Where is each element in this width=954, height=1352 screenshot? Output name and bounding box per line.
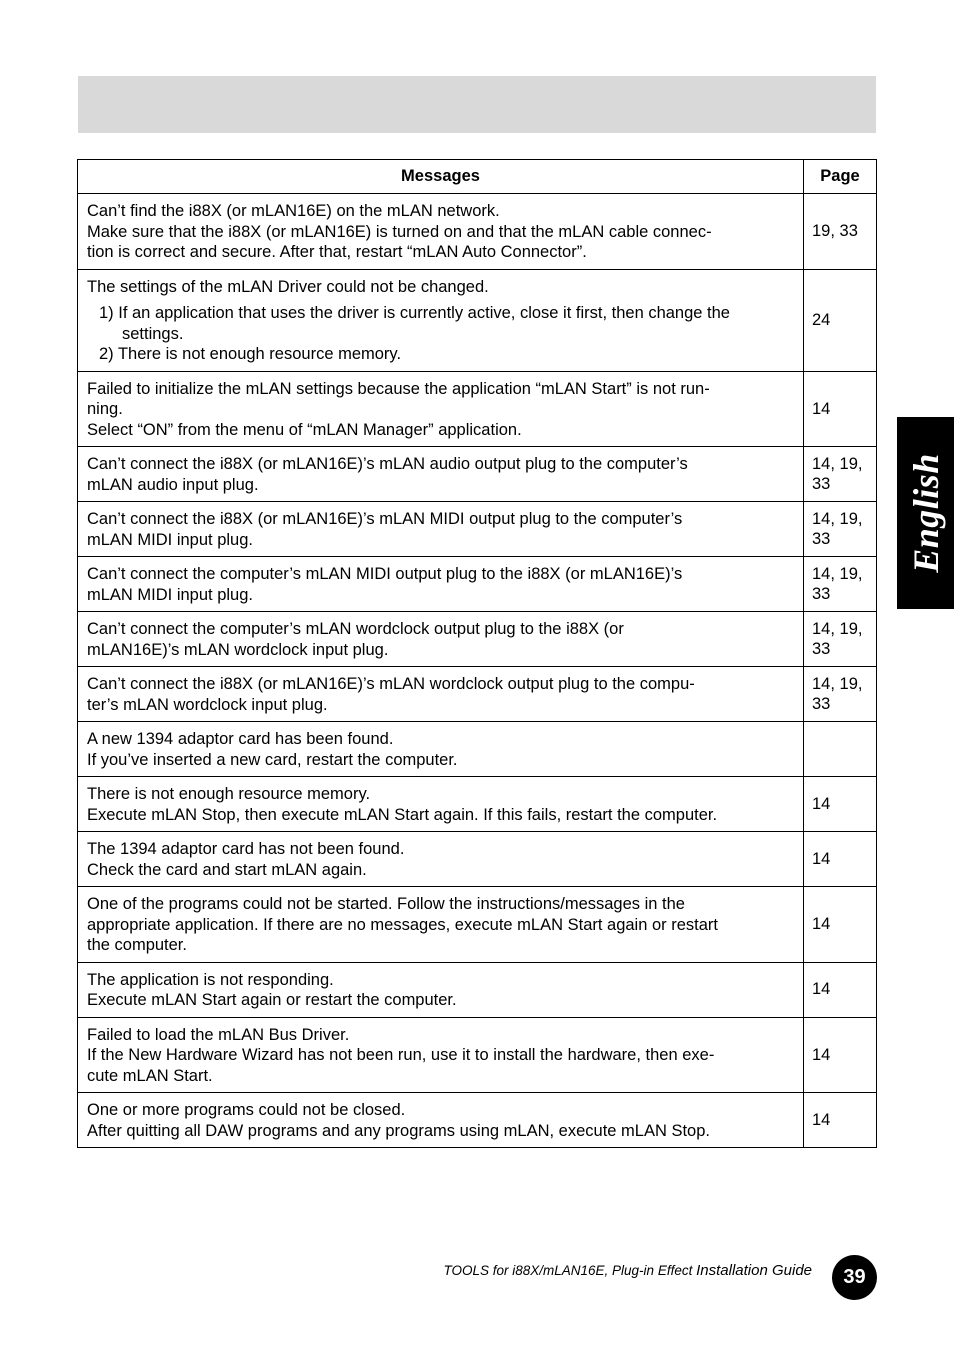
page-cell: 14 <box>804 371 877 447</box>
message-line: Can’t connect the i88X (or mLAN16E)’s mLAN audio output plug to the computer’s <box>87 455 688 473</box>
footer-guide-title <box>443 1262 812 1279</box>
footer-title: Installation Guide <box>696 1262 812 1279</box>
message-list-item: 1) If an application that uses the driver is currently active, close it first, then change the settings. <box>99 304 730 343</box>
message-cell <box>78 269 804 371</box>
header-band <box>78 76 876 133</box>
table-row <box>78 371 877 447</box>
table-row <box>78 194 877 270</box>
message-line: Check the card and start mLAN again. <box>87 860 367 879</box>
message-cell <box>78 887 804 963</box>
message-cell <box>78 447 804 502</box>
page-number: 39 <box>843 1266 866 1288</box>
table-row <box>78 1093 877 1148</box>
message-line: One of the programs could not be started. Follow the instructions/messages in the <box>87 895 685 913</box>
table-header-row <box>78 160 877 194</box>
page-cell: 14, 19, 33 <box>804 612 877 667</box>
message-line: Can’t connect the computer’s mLAN MIDI output plug to the i88X (or mLAN16E)’s <box>87 565 683 583</box>
message-line: mLAN audio input plug. <box>87 475 259 494</box>
message-cell <box>78 722 804 777</box>
page-cell: 19, 33 <box>804 194 877 270</box>
message-cell <box>78 1017 804 1093</box>
footer-prefix: TOOLS for i88X/mLAN16E, Plug-in Effect <box>443 1263 697 1278</box>
message-line: Execute mLAN Start again or restart the computer. <box>87 991 457 1009</box>
page-cell: 14 <box>804 887 877 963</box>
table-row <box>78 832 877 887</box>
message-line: Execute mLAN Stop, then execute mLAN Start again. If this fails, restart the computer. <box>87 805 718 824</box>
table-row <box>78 887 877 963</box>
message-cell <box>78 557 804 612</box>
page-cell: 14, 19, 33 <box>804 502 877 557</box>
message-cell <box>78 667 804 722</box>
table-row <box>78 722 877 777</box>
table-row <box>78 962 877 1017</box>
message-cell <box>78 777 804 832</box>
page-cell: 14 <box>804 777 877 832</box>
message-list-item: 2) There is not enough resource memory. <box>99 345 402 363</box>
message-line: ning. <box>87 400 123 418</box>
message-cell <box>78 1093 804 1148</box>
message-line: Make sure that the i88X (or mLAN16E) is turned on and that the mLAN cable connec- <box>87 222 712 241</box>
message-line: Failed to initialize the mLAN settings because the application “mLAN Start” is not run- <box>87 379 710 398</box>
message-line: the computer. <box>87 936 187 954</box>
table-row <box>78 777 877 832</box>
page-cell: 14 <box>804 1017 877 1093</box>
message-cell <box>78 612 804 667</box>
message-line: cute mLAN Start. <box>87 1066 213 1085</box>
page-number-badge <box>832 1255 877 1300</box>
messages-column-header: Messages <box>78 160 804 194</box>
message-line: Select “ON” from the menu of “mLAN Manager” application. <box>87 420 522 439</box>
message-line: The application is not responding. <box>87 970 334 989</box>
page-cell <box>804 722 877 777</box>
message-line: If you’ve inserted a new card, restart the computer. <box>87 750 458 769</box>
message-line: The settings of the mLAN Driver could not be changed. <box>87 277 489 296</box>
page-column-header: Page <box>804 160 877 194</box>
table-row <box>78 612 877 667</box>
message-cell <box>78 832 804 887</box>
message-line: Can’t connect the computer’s mLAN wordclock output plug to the i88X (or <box>87 620 624 638</box>
page-cell: 14 <box>804 1093 877 1148</box>
message-line: mLAN16E)’s mLAN wordclock input plug. <box>87 640 389 659</box>
page-cell: 14, 19, 33 <box>804 447 877 502</box>
language-tab-label: English <box>905 453 946 573</box>
message-line: Can’t find the i88X (or mLAN16E) on the mLAN network. <box>87 202 500 220</box>
messages-table <box>77 159 877 1148</box>
message-line: If the New Hardware Wizard has not been run, use it to install the hardware, then exe- <box>87 1046 715 1064</box>
message-line: Can’t connect the i88X (or mLAN16E)’s mLAN MIDI output plug to the computer’s <box>87 510 683 528</box>
message-cell <box>78 371 804 447</box>
page-cell: 24 <box>804 269 877 371</box>
message-cell <box>78 502 804 557</box>
message-line: tion is correct and secure. After that, restart “mLAN Auto Connector”. <box>87 243 587 261</box>
message-line: Can’t connect the i88X (or mLAN16E)’s mLAN wordclock output plug to the compu- <box>87 675 695 693</box>
message-line: One or more programs could not be closed. <box>87 1101 406 1119</box>
message-line: After quitting all DAW programs and any programs using mLAN, execute mLAN Stop. <box>87 1121 710 1140</box>
message-line: ter’s mLAN wordclock input plug. <box>87 695 328 714</box>
message-line: There is not enough resource memory. <box>87 785 371 803</box>
page-cell: 14, 19, 33 <box>804 557 877 612</box>
table-row <box>78 502 877 557</box>
table-row <box>78 667 877 722</box>
page-cell: 14 <box>804 962 877 1017</box>
message-cell <box>78 962 804 1017</box>
table-row <box>78 447 877 502</box>
message-line: appropriate application. If there are no messages, execute mLAN Start again or restart <box>87 915 719 934</box>
table-row <box>78 557 877 612</box>
message-line: mLAN MIDI input plug. <box>87 530 253 549</box>
table-row <box>78 1017 877 1093</box>
language-tab <box>897 417 954 609</box>
page-cell: 14, 19, 33 <box>804 667 877 722</box>
message-line: A new 1394 adaptor card has been found. <box>87 730 394 748</box>
page-cell: 14 <box>804 832 877 887</box>
table-body <box>78 194 877 1148</box>
message-line: The 1394 adaptor card has not been found. <box>87 840 405 858</box>
message-line: mLAN MIDI input plug. <box>87 585 253 604</box>
table-row <box>78 269 877 371</box>
message-cell <box>78 194 804 270</box>
message-line: Failed to load the mLAN Bus Driver. <box>87 1025 350 1044</box>
